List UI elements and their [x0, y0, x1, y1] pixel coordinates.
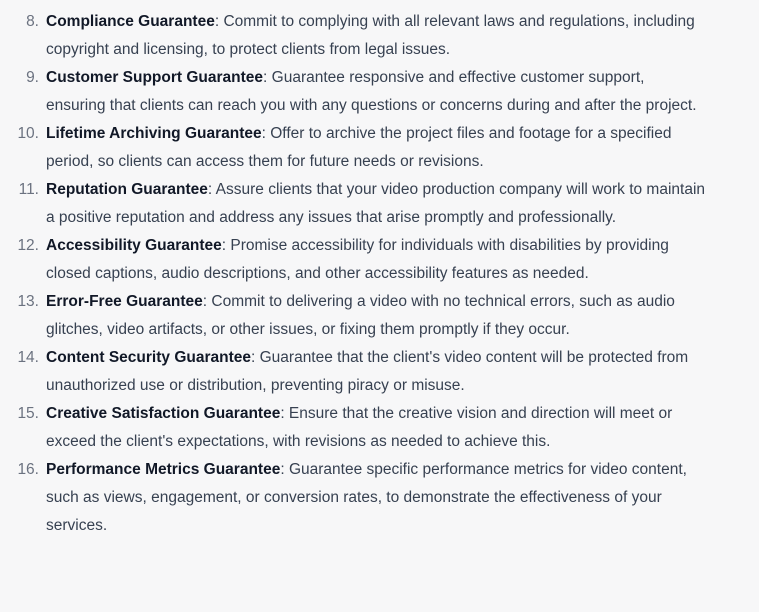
list-item-title: Accessibility Guarantee [46, 237, 222, 254]
list-item-text: : Offer to archive the project files and footage for a specified period, so clients can access them for future needs or revisions. [46, 125, 672, 170]
list-item [0, 456, 759, 540]
list-item-title: Creative Satisfaction Guarantee [46, 405, 281, 422]
list-item-text: : Guarantee responsive and effective customer support, ensuring that clients can reach you with any questions or concerns during and after the project. [46, 69, 697, 114]
list-item-title: Compliance Guarantee [46, 13, 215, 30]
list-item-number: 10. [17, 125, 39, 142]
list-item [0, 176, 759, 232]
list-item-number: 11. [18, 181, 39, 198]
list-item [0, 288, 759, 344]
list-item [0, 64, 759, 120]
list-item [0, 8, 759, 64]
list-item-number: 13. [17, 293, 39, 310]
list-item-text: : Commit to delivering a video with no technical errors, such as audio glitches, video artifacts, or other issues, or fixing them promptly if they occur. [46, 293, 675, 338]
guarantee-list [0, 8, 759, 540]
list-item [0, 120, 759, 176]
list-item-text: : Assure clients that your video production company will work to maintain a positive reputation and address any issues that arise promptly and professionally. [46, 181, 706, 226]
list-item-number: 9. [26, 69, 39, 86]
list-item-number: 15. [17, 405, 39, 422]
list-item-title: Customer Support Guarantee [46, 69, 264, 86]
list-item-title: Performance Metrics Guarantee [46, 461, 281, 478]
list-item-text: : Promise accessibility for individuals with disabilities by providing closed captions, audio descriptions, and other accessibility features as needed. [46, 237, 669, 282]
list-item-text: : Commit to complying with all relevant laws and regulations, including copyright and licensing, to protect clients from legal issues. [46, 13, 695, 58]
list-item [0, 232, 759, 288]
list-item-number: 16. [17, 461, 39, 478]
list-item-text: : Guarantee specific performance metrics for video content, such as views, engagement, or conversion rates, to demonstrate the effectiveness of your services. [46, 461, 687, 534]
list-item [0, 344, 759, 400]
list-item-title: Content Security Guarantee [46, 349, 251, 366]
list-item-number: 14. [17, 349, 39, 366]
list-item-title: Reputation Guarantee [46, 181, 208, 198]
list-item-number: 12. [17, 237, 39, 254]
list-item-title: Lifetime Archiving Guarantee [46, 125, 262, 142]
list-item-number: 8. [26, 13, 39, 30]
list-item-title: Error-Free Guarantee [46, 293, 203, 310]
list-item-text: : Ensure that the creative vision and direction will meet or exceed the client's expectations, with revisions as needed to achieve this. [46, 405, 673, 450]
list-item [0, 400, 759, 456]
list-item-text: : Guarantee that the client's video content will be protected from unauthorized use or distribution, preventing piracy or misuse. [46, 349, 689, 394]
